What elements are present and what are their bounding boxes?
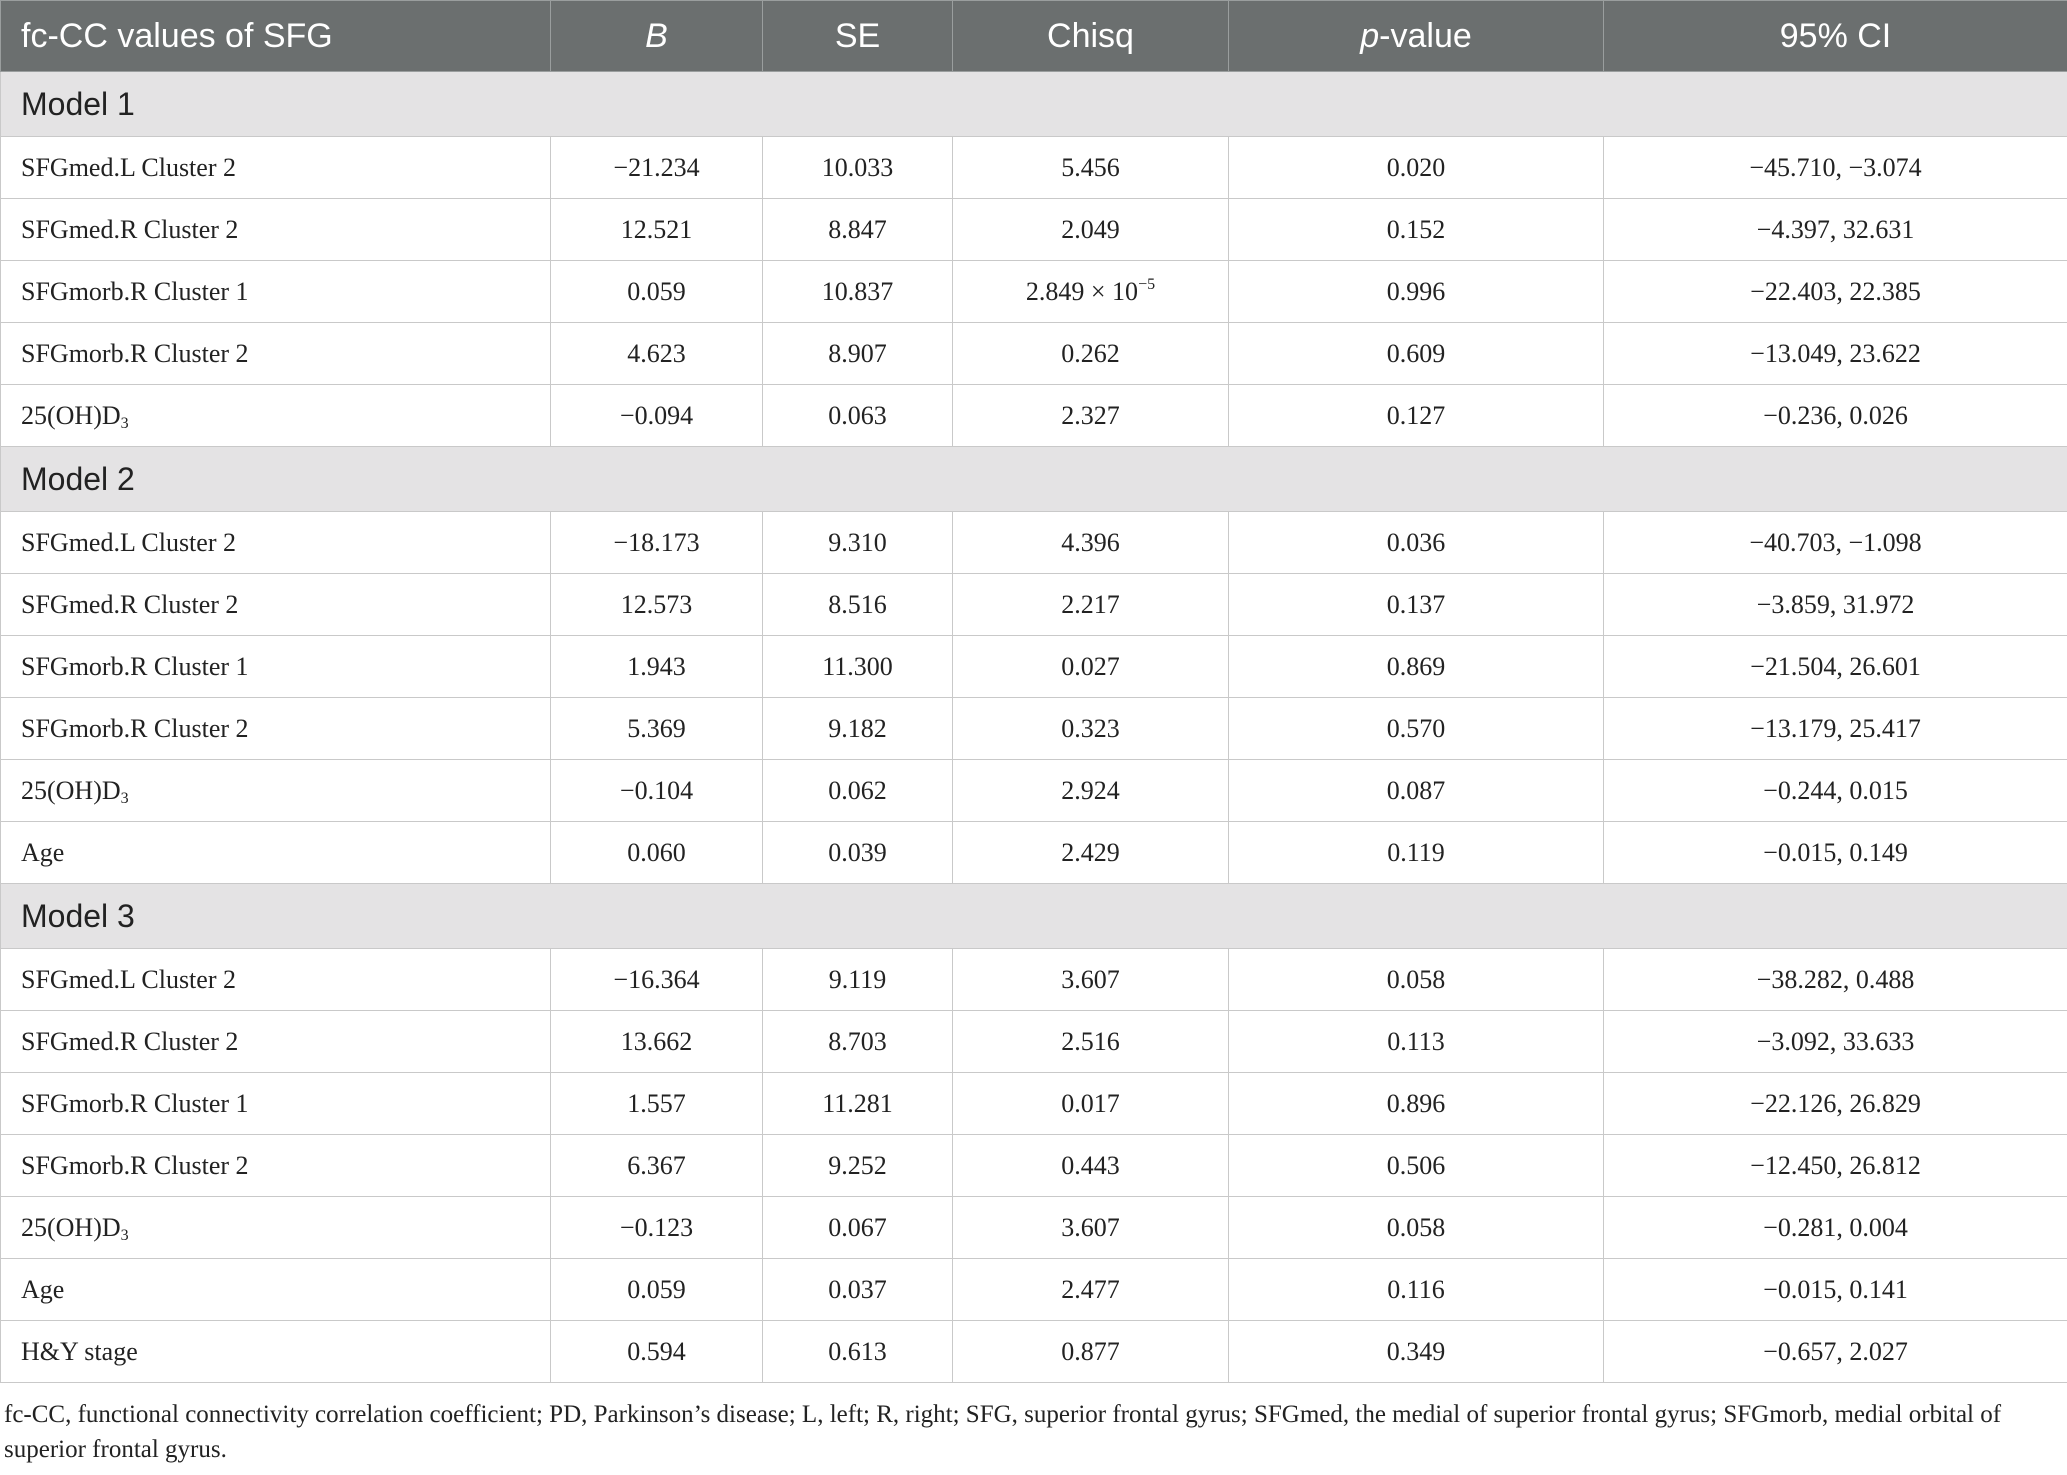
cell-se: 9.310 xyxy=(763,512,953,574)
cell-b: −21.234 xyxy=(551,137,763,199)
cell-b: −18.173 xyxy=(551,512,763,574)
label-base: 25(OH)D xyxy=(21,400,121,430)
cell-b: −16.364 xyxy=(551,949,763,1011)
cell-p: 0.506 xyxy=(1229,1135,1604,1197)
table-row xyxy=(1,760,2067,822)
cell-ci: −0.657, 2.027 xyxy=(1604,1321,2067,1383)
cell-chisq: 2.327 xyxy=(953,385,1229,447)
chisq-base: 2.849 × 10 xyxy=(1025,276,1139,306)
cell-ci: −21.504, 26.601 xyxy=(1604,636,2067,698)
cell-se: 8.516 xyxy=(763,574,953,636)
row-label: SFGmorb.R Cluster 1 xyxy=(1,261,551,323)
cell-ci: −4.397, 32.631 xyxy=(1604,199,2067,261)
cell-ci: −0.281, 0.004 xyxy=(1604,1197,2067,1259)
cell-b: 0.594 xyxy=(551,1321,763,1383)
label-subscript: 3 xyxy=(120,1226,129,1244)
cell-se: 11.300 xyxy=(763,636,953,698)
cell-se: 0.039 xyxy=(763,822,953,884)
header-row xyxy=(1,1,2067,72)
cell-ci: −3.859, 31.972 xyxy=(1604,574,2067,636)
row-label: H&Y stage xyxy=(1,1321,551,1383)
cell-chisq: 2.217 xyxy=(953,574,1229,636)
cell-b: 1.557 xyxy=(551,1073,763,1135)
model-2-heading-row xyxy=(1,447,2067,512)
cell-chisq: 0.017 xyxy=(953,1073,1229,1135)
cell-p: 0.127 xyxy=(1229,385,1604,447)
cell-se: 10.033 xyxy=(763,137,953,199)
row-label: SFGmed.R Cluster 2 xyxy=(1,574,551,636)
table-row xyxy=(1,574,2067,636)
cell-chisq: 2.477 xyxy=(953,1259,1229,1321)
cell-chisq: 2.049 xyxy=(953,199,1229,261)
table-row xyxy=(1,385,2067,447)
cell-chisq: 0.443 xyxy=(953,1135,1229,1197)
cell-chisq: 3.607 xyxy=(953,949,1229,1011)
cell-chisq: 3.607 xyxy=(953,1197,1229,1259)
cell-chisq: 5.456 xyxy=(953,137,1229,199)
cell-b: 0.060 xyxy=(551,822,763,884)
cell-ci: −0.015, 0.149 xyxy=(1604,822,2067,884)
row-label: SFGmed.R Cluster 2 xyxy=(1,1011,551,1073)
cell-ci: −0.244, 0.015 xyxy=(1604,760,2067,822)
cell-ci: −13.179, 25.417 xyxy=(1604,698,2067,760)
header-fc-cc: fc-CC values of SFG xyxy=(1,1,551,72)
cell-ci: −22.126, 26.829 xyxy=(1604,1073,2067,1135)
cell-b: 4.623 xyxy=(551,323,763,385)
cell-b: 0.059 xyxy=(551,1259,763,1321)
row-label: SFGmorb.R Cluster 2 xyxy=(1,698,551,760)
cell-se: 0.063 xyxy=(763,385,953,447)
cell-p: 0.996 xyxy=(1229,261,1604,323)
header-b xyxy=(551,1,763,72)
cell-b: 13.662 xyxy=(551,1011,763,1073)
cell-ci: −22.403, 22.385 xyxy=(1604,261,2067,323)
cell-se: 8.703 xyxy=(763,1011,953,1073)
cell-p: 0.087 xyxy=(1229,760,1604,822)
row-label: SFGmed.L Cluster 2 xyxy=(1,949,551,1011)
table-row xyxy=(1,1073,2067,1135)
cell-se: 0.037 xyxy=(763,1259,953,1321)
cell-ci: −38.282, 0.488 xyxy=(1604,949,2067,1011)
header-p-value xyxy=(1229,1,1604,72)
chisq-exponent: −5 xyxy=(1138,275,1156,293)
row-label: Age xyxy=(1,822,551,884)
cell-p: 0.119 xyxy=(1229,822,1604,884)
table-body xyxy=(1,72,2067,1383)
table-row xyxy=(1,323,2067,385)
cell-ci: −0.236, 0.026 xyxy=(1604,385,2067,447)
header-se: SE xyxy=(763,1,953,72)
header-p-rest: -value xyxy=(1379,16,1472,55)
cell-b: 6.367 xyxy=(551,1135,763,1197)
row-label xyxy=(1,760,551,822)
cell-se: 0.062 xyxy=(763,760,953,822)
cell-p: 0.036 xyxy=(1229,512,1604,574)
table-footnote: fc-CC, functional connectivity correlation coefficient; PD, Parkinson’s disease; L, left; R, right; SFG, superior frontal gyrus; SFGmed, the medial of superior frontal gyrus; SFGmorb, medial orbital of superior frontal gyrus. xyxy=(4,1401,2002,1463)
cell-p: 0.020 xyxy=(1229,137,1604,199)
cell-b: 0.059 xyxy=(551,261,763,323)
row-label: SFGmed.L Cluster 2 xyxy=(1,512,551,574)
model-title: Model 2 xyxy=(1,447,2067,512)
row-label: SFGmorb.R Cluster 2 xyxy=(1,1135,551,1197)
label-base: 25(OH)D xyxy=(21,1212,121,1242)
cell-b: 1.943 xyxy=(551,636,763,698)
model-3-heading-row xyxy=(1,884,2067,949)
cell-se: 9.119 xyxy=(763,949,953,1011)
table-row xyxy=(1,1135,2067,1197)
cell-p: 0.349 xyxy=(1229,1321,1604,1383)
cell-ci: −0.015, 0.141 xyxy=(1604,1259,2067,1321)
row-label xyxy=(1,385,551,447)
cell-chisq: 0.262 xyxy=(953,323,1229,385)
model-1-heading-row xyxy=(1,72,2067,137)
table-row xyxy=(1,636,2067,698)
cell-ci: −13.049, 23.622 xyxy=(1604,323,2067,385)
table-row xyxy=(1,137,2067,199)
cell-b: −0.104 xyxy=(551,760,763,822)
cell-se: 0.613 xyxy=(763,1321,953,1383)
row-label: Age xyxy=(1,1259,551,1321)
cell-se: 10.837 xyxy=(763,261,953,323)
cell-p: 0.896 xyxy=(1229,1073,1604,1135)
cell-se: 0.067 xyxy=(763,1197,953,1259)
table-row xyxy=(1,1321,2067,1383)
table-row xyxy=(1,199,2067,261)
cell-p: 0.570 xyxy=(1229,698,1604,760)
cell-p: 0.058 xyxy=(1229,949,1604,1011)
table-row xyxy=(1,949,2067,1011)
header-b-italic: B xyxy=(645,16,668,55)
cell-chisq xyxy=(953,261,1229,323)
cell-se: 9.252 xyxy=(763,1135,953,1197)
cell-ci: −45.710, −3.074 xyxy=(1604,137,2067,199)
cell-p: 0.113 xyxy=(1229,1011,1604,1073)
cell-chisq: 0.877 xyxy=(953,1321,1229,1383)
header-chisq: Chisq xyxy=(953,1,1229,72)
cell-b: −0.094 xyxy=(551,385,763,447)
table-row xyxy=(1,1011,2067,1073)
cell-se: 11.281 xyxy=(763,1073,953,1135)
row-label xyxy=(1,1197,551,1259)
cell-chisq: 2.516 xyxy=(953,1011,1229,1073)
header-ci: 95% CI xyxy=(1604,1,2067,72)
row-label: SFGmorb.R Cluster 1 xyxy=(1,1073,551,1135)
table-row xyxy=(1,1197,2067,1259)
label-base: 25(OH)D xyxy=(21,775,121,805)
table-row xyxy=(1,698,2067,760)
table-row xyxy=(1,1259,2067,1321)
cell-chisq: 2.429 xyxy=(953,822,1229,884)
cell-p: 0.137 xyxy=(1229,574,1604,636)
cell-b: 5.369 xyxy=(551,698,763,760)
header-p-italic: p xyxy=(1360,16,1380,55)
cell-se: 8.907 xyxy=(763,323,953,385)
table-row xyxy=(1,512,2067,574)
cell-p: 0.058 xyxy=(1229,1197,1604,1259)
row-label: SFGmorb.R Cluster 1 xyxy=(1,636,551,698)
model-title: Model 1 xyxy=(1,72,2067,137)
cell-chisq: 4.396 xyxy=(953,512,1229,574)
cell-se: 9.182 xyxy=(763,698,953,760)
cell-chisq: 0.027 xyxy=(953,636,1229,698)
label-subscript: 3 xyxy=(120,414,129,432)
cell-ci: −40.703, −1.098 xyxy=(1604,512,2067,574)
model-title: Model 3 xyxy=(1,884,2067,949)
table-row xyxy=(1,822,2067,884)
cell-ci: −3.092, 33.633 xyxy=(1604,1011,2067,1073)
table-header xyxy=(1,1,2067,72)
cell-p: 0.116 xyxy=(1229,1259,1604,1321)
cell-b: −0.123 xyxy=(551,1197,763,1259)
row-label: SFGmed.R Cluster 2 xyxy=(1,199,551,261)
row-label: SFGmorb.R Cluster 2 xyxy=(1,323,551,385)
cell-b: 12.521 xyxy=(551,199,763,261)
cell-se: 8.847 xyxy=(763,199,953,261)
cell-chisq: 0.323 xyxy=(953,698,1229,760)
table-row xyxy=(1,261,2067,323)
row-label: SFGmed.L Cluster 2 xyxy=(1,137,551,199)
cell-p: 0.869 xyxy=(1229,636,1604,698)
cell-ci: −12.450, 26.812 xyxy=(1604,1135,2067,1197)
cell-chisq: 2.924 xyxy=(953,760,1229,822)
cell-p: 0.152 xyxy=(1229,199,1604,261)
label-subscript: 3 xyxy=(120,789,129,807)
cell-p: 0.609 xyxy=(1229,323,1604,385)
cell-b: 12.573 xyxy=(551,574,763,636)
